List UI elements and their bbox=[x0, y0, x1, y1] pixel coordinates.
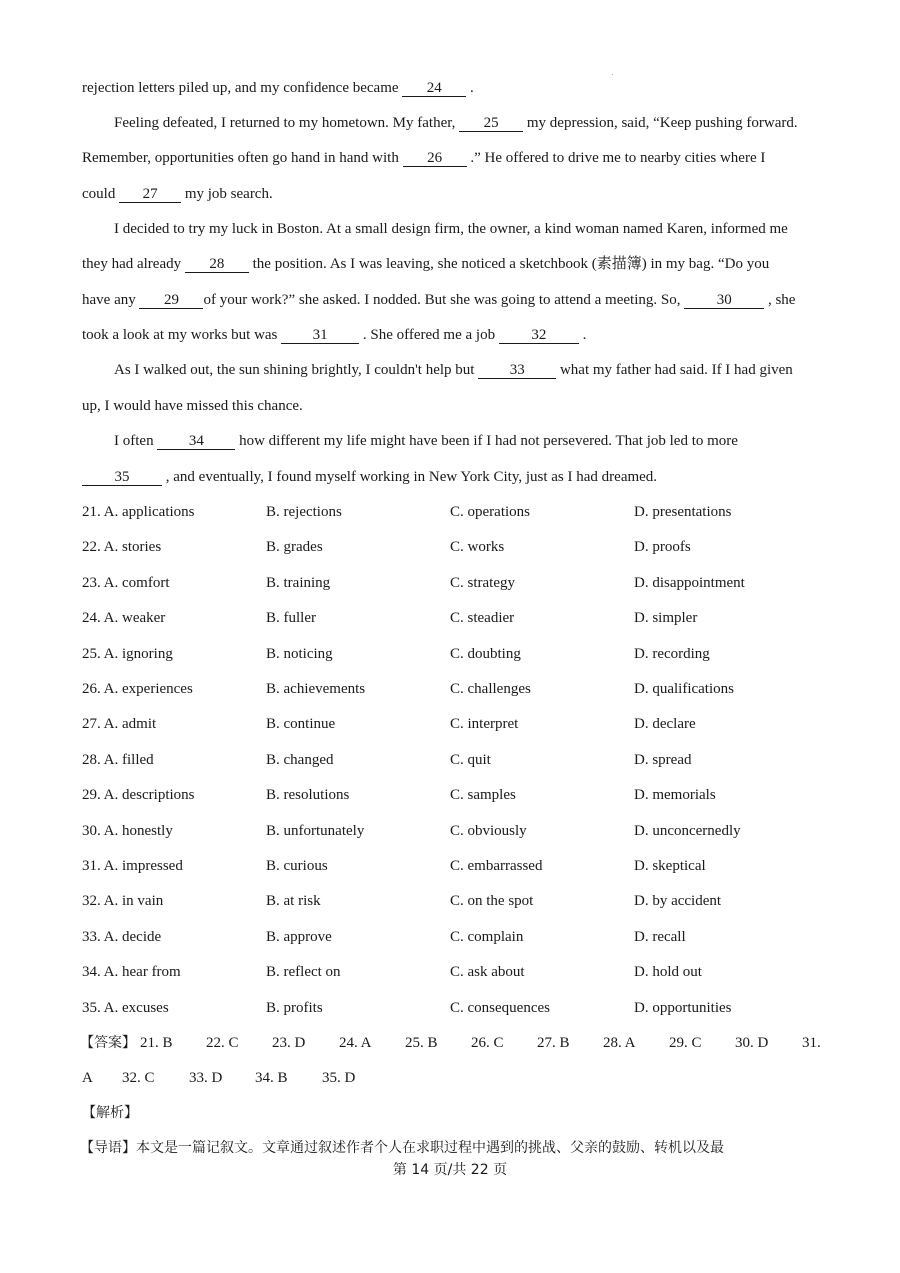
option-a: 29. A. descriptions bbox=[82, 787, 195, 803]
option-a: 26. A. experiences bbox=[82, 681, 193, 697]
option-d: D. opportunities bbox=[634, 1000, 732, 1016]
option-b: B. fuller bbox=[266, 610, 316, 626]
answer-label: 【答案】 bbox=[80, 1035, 136, 1051]
option-c: C. consequences bbox=[450, 1000, 550, 1016]
option-c: C. ask about bbox=[450, 964, 525, 980]
answer-item: 32. C bbox=[122, 1070, 155, 1086]
option-b: B. unfortunately bbox=[266, 823, 365, 839]
passage-line: could 27 my job search. bbox=[82, 186, 273, 202]
option-d: D. skeptical bbox=[634, 858, 706, 874]
blank-24: 24 bbox=[402, 80, 466, 97]
option-row bbox=[82, 750, 822, 770]
option-b: B. noticing bbox=[266, 646, 333, 662]
blank-26: 26 bbox=[403, 150, 467, 167]
option-c: C. embarrassed bbox=[450, 858, 543, 874]
option-c: C. on the spot bbox=[450, 893, 534, 909]
option-b: B. training bbox=[266, 575, 331, 591]
option-b: B. rejections bbox=[266, 504, 342, 520]
passage-line: rejection letters piled up, and my confidence became 24 . bbox=[82, 80, 474, 96]
option-d: D. qualifications bbox=[634, 681, 734, 697]
option-d: D. spread bbox=[634, 752, 692, 768]
blank-25: 25 bbox=[459, 115, 523, 132]
blank-27: 27 bbox=[119, 186, 181, 203]
blank-28: 28 bbox=[185, 256, 249, 273]
option-b: B. profits bbox=[266, 1000, 323, 1016]
option-a: 27. A. admit bbox=[82, 716, 157, 732]
passage-line: I often 34 how different my life might have been if I had not persevered. That job led to more bbox=[114, 433, 738, 449]
option-row bbox=[82, 785, 822, 805]
option-d: D. presentations bbox=[634, 504, 732, 520]
option-a: 34. A. hear from bbox=[82, 964, 181, 980]
option-row bbox=[82, 927, 822, 947]
option-row bbox=[82, 644, 822, 664]
option-row bbox=[82, 714, 822, 734]
guide-line bbox=[80, 1138, 820, 1158]
answer-item: 25. B bbox=[405, 1035, 438, 1051]
option-b: B. achievements bbox=[266, 681, 366, 697]
option-b: B. at risk bbox=[266, 893, 321, 909]
option-a: 32. A. in vain bbox=[82, 893, 164, 909]
passage-line: took a look at my works but was 31 . She offered me a job 32 . bbox=[82, 327, 587, 343]
answer-item: 34. B bbox=[255, 1070, 288, 1086]
passage-line: 35 , and eventually, I found myself working in New York City, just as I had dreamed. bbox=[82, 467, 822, 487]
option-c: C. doubting bbox=[450, 646, 521, 662]
option-a: 21. A. applications bbox=[82, 504, 195, 520]
passage-line: have any 29 of your work?” she asked. I nodded. But she was going to attend a meeting. So, 30 , she bbox=[82, 292, 796, 308]
option-c: C. operations bbox=[450, 504, 530, 520]
option-row bbox=[82, 962, 822, 982]
passage-line: up, I would have missed this chance. bbox=[82, 398, 303, 414]
passage-line: I decided to try my luck in Boston. At a small design firm, the owner, a kind woman named Karen, informed me bbox=[114, 221, 788, 237]
answer-item: A bbox=[82, 1070, 93, 1086]
option-d: D. recall bbox=[634, 929, 686, 945]
passage-line: Remember, opportunities often go hand in hand with 26 .” He offered to drive me to nearby cities where I bbox=[82, 150, 766, 166]
passage-line: they had already 28 the position. As I was leaving, she noticed a sketchbook (素描簿) in my bag. “Do you bbox=[82, 256, 770, 272]
option-c: C. complain bbox=[450, 929, 524, 945]
option-b: B. grades bbox=[266, 539, 323, 555]
option-row bbox=[82, 998, 822, 1018]
answer-item: 21. B bbox=[140, 1035, 173, 1051]
option-d: D. simpler bbox=[634, 610, 698, 626]
option-a: 23. A. comfort bbox=[82, 575, 170, 591]
option-row bbox=[82, 821, 822, 841]
option-b: B. reflect on bbox=[266, 964, 341, 980]
option-row bbox=[82, 573, 822, 593]
blank-35: 35 bbox=[82, 469, 162, 486]
option-b: B. resolutions bbox=[266, 787, 350, 803]
blank-30: 30 bbox=[684, 292, 764, 309]
option-c: C. challenges bbox=[450, 681, 531, 697]
analysis-label: 【解析】 bbox=[82, 1105, 138, 1121]
option-b: B. curious bbox=[266, 858, 328, 874]
option-a: 33. A. decide bbox=[82, 929, 162, 945]
option-row bbox=[82, 856, 822, 876]
option-d: D. recording bbox=[634, 646, 710, 662]
option-d: D. hold out bbox=[634, 964, 702, 980]
answer-item: 30. D bbox=[735, 1035, 769, 1051]
option-b: B. changed bbox=[266, 752, 334, 768]
guide-text: 本文是一篇记叙文。文章通过叙述作者个人在求职过程中遇到的挑战、父亲的鼓励、转机以及最 bbox=[136, 1140, 724, 1156]
answer-item: 23. D bbox=[272, 1035, 306, 1051]
option-c: C. quit bbox=[450, 752, 491, 768]
option-d: D. proofs bbox=[634, 539, 691, 555]
passage-line: As I walked out, the sun shining brightly, I couldn't help but 33 what my father had said. If I had given bbox=[114, 362, 793, 378]
answer-item: 28. A bbox=[603, 1035, 636, 1051]
answer-key-row bbox=[82, 1068, 822, 1088]
answer-item: 24. A bbox=[339, 1035, 372, 1051]
option-a: 31. A. impressed bbox=[82, 858, 183, 874]
blank-31: 31 bbox=[281, 327, 359, 344]
answer-item: 22. C bbox=[206, 1035, 239, 1051]
guide-label: 【导语】 bbox=[80, 1140, 136, 1156]
option-b: B. continue bbox=[266, 716, 336, 732]
blank-34: 34 bbox=[157, 433, 235, 450]
answer-item: 27. B bbox=[537, 1035, 570, 1051]
option-c: C. samples bbox=[450, 787, 516, 803]
option-c: C. strategy bbox=[450, 575, 515, 591]
option-c: C. steadier bbox=[450, 610, 515, 626]
option-d: D. by accident bbox=[634, 893, 722, 909]
option-d: D. unconcernedly bbox=[634, 823, 741, 839]
passage-line: Feeling defeated, I returned to my hometown. My father, 25 my depression, said, “Keep pushing forward. bbox=[114, 115, 798, 131]
answer-item: 31. bbox=[802, 1035, 821, 1051]
option-c: C. obviously bbox=[450, 823, 527, 839]
option-d: D. memorials bbox=[634, 787, 716, 803]
scan-speck bbox=[612, 74, 613, 75]
option-d: D. disappointment bbox=[634, 575, 745, 591]
option-row bbox=[82, 502, 822, 522]
option-c: C. interpret bbox=[450, 716, 519, 732]
option-row bbox=[82, 679, 822, 699]
answer-item: 33. D bbox=[189, 1070, 223, 1086]
option-a: 35. A. excuses bbox=[82, 1000, 169, 1016]
option-a: 25. A. ignoring bbox=[82, 646, 173, 662]
option-row bbox=[82, 608, 822, 628]
blank-33: 33 bbox=[478, 362, 556, 379]
option-b: B. approve bbox=[266, 929, 332, 945]
option-row bbox=[82, 537, 822, 557]
option-a: 22. A. stories bbox=[82, 539, 162, 555]
option-c: C. works bbox=[450, 539, 505, 555]
option-a: 30. A. honestly bbox=[82, 823, 173, 839]
option-d: D. declare bbox=[634, 716, 696, 732]
blank-29: 29 bbox=[139, 292, 203, 309]
answer-item: 35. D bbox=[322, 1070, 356, 1086]
answer-item: 26. C bbox=[471, 1035, 504, 1051]
page-footer: 第 14 页/共 22 页 bbox=[392, 1162, 508, 1178]
option-a: 24. A. weaker bbox=[82, 610, 166, 626]
option-row bbox=[82, 891, 822, 911]
answer-item: 29. C bbox=[669, 1035, 702, 1051]
answer-key-row bbox=[82, 1033, 822, 1053]
option-a: 28. A. filled bbox=[82, 752, 154, 768]
blank-32: 32 bbox=[499, 327, 579, 344]
